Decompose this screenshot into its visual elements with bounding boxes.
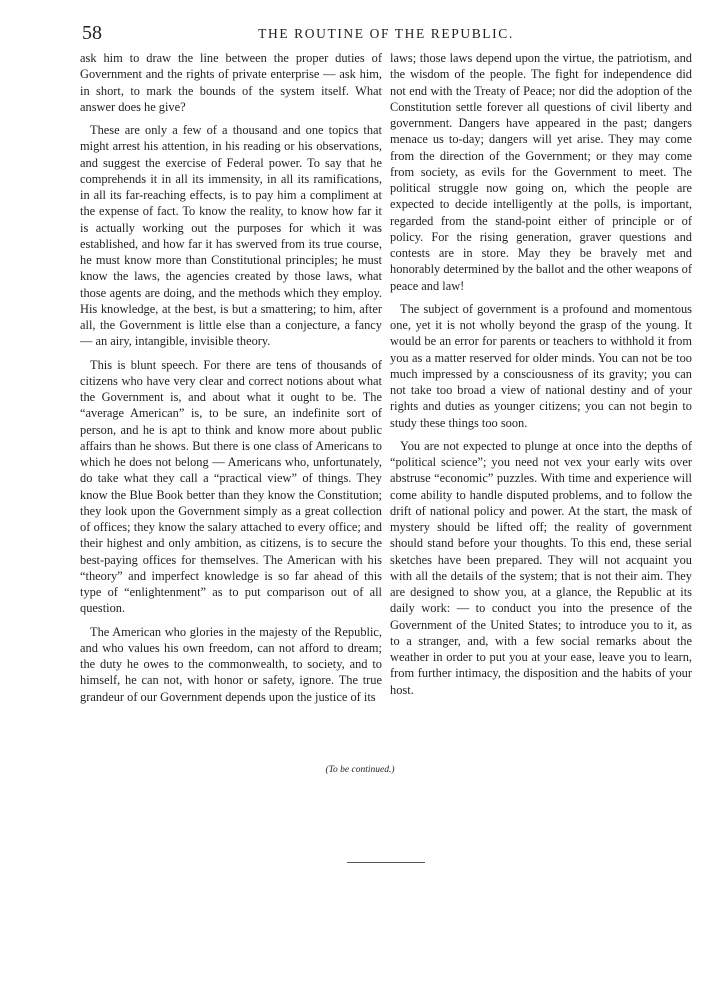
- page-number: 58: [82, 22, 102, 44]
- paragraph: ask him to draw the line between the proper duties of Government and the rights of private enterprise — ask him, in short, to mark the bounds of the system itself. What answer does he give?: [80, 51, 382, 114]
- running-title: THE ROUTINE OF THE REPUBLIC.: [258, 26, 514, 41]
- paragraph: This is blunt speech. For there are tens of thousands of citizens who have very clear and correct notions about what the Government is, and about what it ought to be. The “average American” is, to be sure, an indefinite sort of person, and he is apt to think and know more about public affairs than he shows. But there is one class of Americans to which he does not belong — Americans who, unfortunately, do take what they call a “practical view” of things. They know the Blue Book better than they know the Constitution; they look upon the Government simply as a great collection of offices; they know the salary attached to every office; and their highest and only ambition, as citizens, is to secure the best-paying offices for themselves. The American with his “theory” and imperfect knowledge is so far ahead of this type of “enlightenment” as to put comparison out of all question.: [80, 357, 382, 616]
- paragraph: You are not expected to plunge at once into the depths of “political science”; you need not vex your early wits over abstruse “economic” puzzles. With time and experience will come ability to handle disputed problems, and to follow the drift of national policy and power. At the start, the mask of mystery should be lifted off; the reality of government should stand before your thoughts. To this end, these serial sketches have been prepared. They will not acquaint you with all the details of the system; that is not their aim. They are designed to show you, at a glance, the Republic at its daily work: — to conduct you into the presence of the Government of the United States; to introduce you to it, as to a stranger, and, with a few social remarks about the weather in order to put you at your ease, leave you to learn, from further intimacy, the disposition and the habits of your host.: [390, 438, 692, 697]
- paragraph: The subject of government is a profound and momentous one, yet it is not wholly beyond the grasp of the young. It would be an error for parents or teachers to withhold it from you as a matter reserved for older minds. You can not be too much impressed by a consciousness of its gravity; you can not take too broad a view of national destiny and of your rights and duties as younger citizens; you can not begin to study these things too soon.: [390, 301, 692, 430]
- paragraph: These are only a few of a thousand and one topics that might arrest his attention, in his reading or his observations, and suggest the exercise of Federal power. To say that he comprehends it in all its immensity, in all its ramifications, in all its far-reaching effects, is to pay him a compliment at the expense of fact. To know the reality, to know how far it is actually working out the purposes for which it was established, and how far it has swerved from its true course, he must know more than Constitutional principles; he must know the laws, the agencies created by those laws, what those agents are doing, and the methods which they employ. His knowledge, at the best, is but a smattering; to him, after all, the Government is little else than a conjecture, a fancy — an airy, intangible, invisible theory.: [80, 123, 382, 349]
- left-column: [80, 50, 382, 712]
- right-column: [390, 50, 692, 705]
- paragraph: The American who glories in the majesty of the Republic, and who values his own freedom, can not afford to dream; the duty he owes to the commonwealth, to society, and to himself, he can not, with honor or safety, ignore. The true grandeur of our Government depends upon the justice of its: [80, 624, 382, 704]
- paragraph: laws; those laws depend upon the virtue, the patriotism, and the wisdom of the people. The fight for independence did not end with the Treaty of Peace; nor did the adoption of the Constitution settle forever all questions of civil liberty and government. Dangers have appeared in the past; dangers menace us to-day; dangers will yet arise. They may come from the direction of the Government; or they may come from society, as evils for the Government to meet. The political struggle now going on, which the people are expected to decide intelligently at the polls, is important, regarded from the stand-point either of principle or of policy. For the rising generation, graver questions and contests are in store. May they be bravely met and honorably determined by the ballot and the other weapons of peace and law!: [390, 51, 692, 293]
- continuation-note: (To be continued.): [325, 765, 395, 775]
- section-divider: [347, 862, 425, 863]
- page-header: [80, 22, 692, 44]
